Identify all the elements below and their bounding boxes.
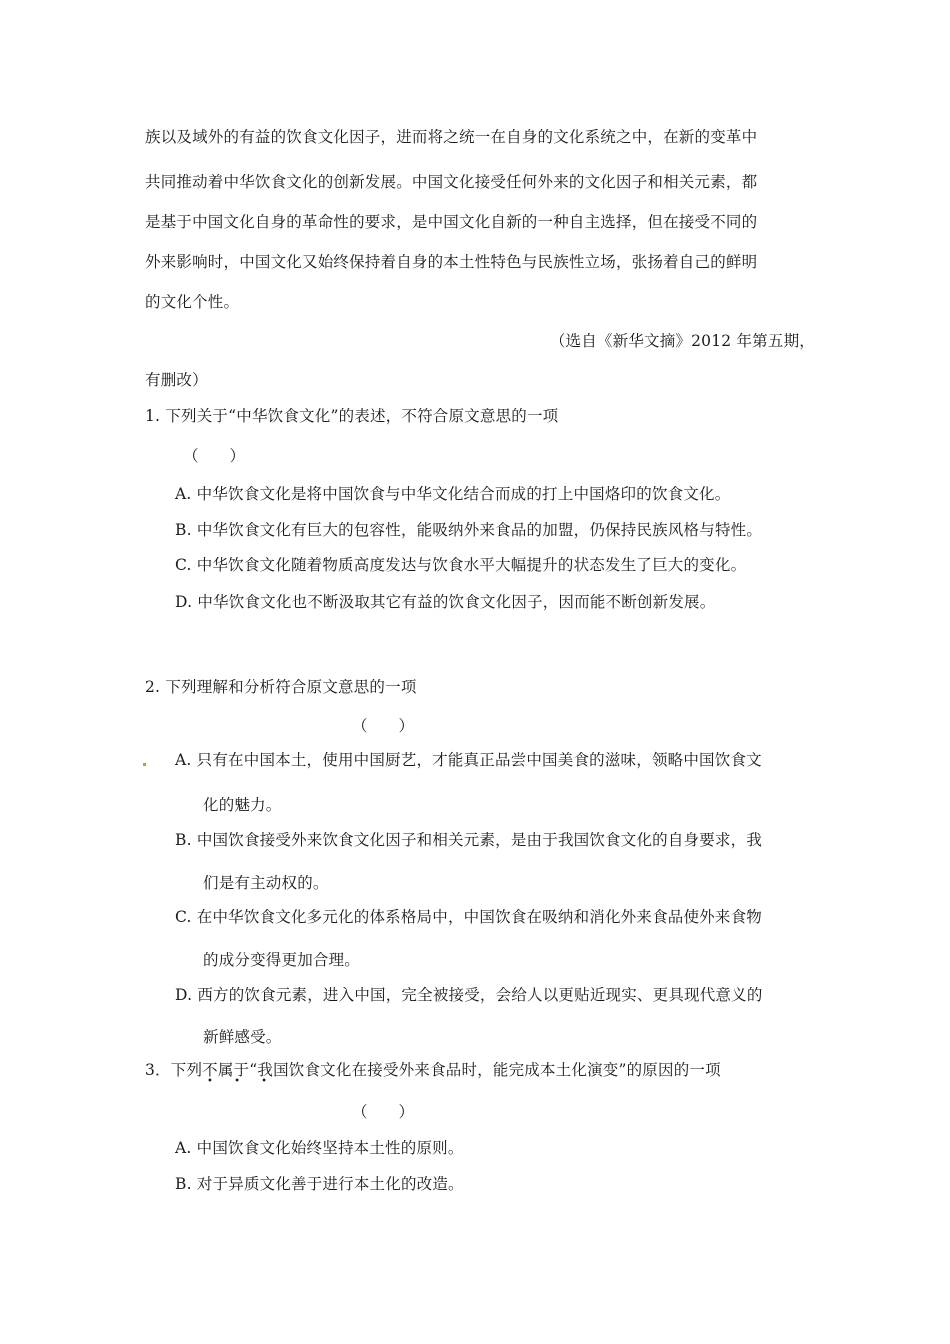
question-1-option-a: A. 中华饮食文化是将中国饮食与中华文化结合而成的打上中国烙印的饮食文化。 [175,485,731,503]
question-1-option-c: C. 中华饮食文化随着物质高度发达与饮食水平大幅提升的状态发生了巨大的变化。 [175,556,747,574]
passage-line: 是基于中国文化自身的革命性的要求，是中国文化自新的一种自主选择，但在接受不同的 [145,213,758,231]
question-1-blank: （ ） [183,447,246,465]
emphasis-dots: • • • [207,1076,277,1087]
passage-source-cont: 有删改） [145,371,208,389]
question-2-option-d-cont: 新鲜感受。 [203,1028,282,1046]
passage-line: 共同推动着中华饮食文化的创新发展。中国文化接受任何外来的文化因子和相关元素，都 [145,173,758,191]
question-2-option-d: D. 西方的饮食元素，进入中国，完全被接受，会给人以更贴近现实、更具现代意义的 [175,986,763,1004]
passage-line: 外来影响时，中国文化又始终保持着自身的本土性特色与民族性立场，张扬着自己的鲜明 [145,253,758,271]
margin-marker [143,763,146,766]
question-1-option-b: B. 中华饮食文化有巨大的包容性，能吸纳外来食品的加盟，仍保持民族风格与特性。 [175,521,763,539]
question-3-option-a: A. 中国饮食文化始终坚持本土性的原则。 [175,1139,464,1157]
question-1-option-d: D. 中华饮食文化也不断汲取其它有益的饮食文化因子，因而能不断创新发展。 [175,593,716,611]
question-2-option-c-cont: 的成分变得更加合理。 [203,951,361,969]
question-3-stem: 3．下列不属于“我国饮食文化在接受外来食品时，能完成本土化演变”的原因的一项 [145,1061,721,1079]
passage-line: 族以及域外的有益的饮食文化因子，进而将之统一在自身的文化系统之中，在新的变革中 [145,128,758,146]
passage-line: 的文化个性。 [145,293,240,311]
question-2-option-c: C. 在中华饮食文化多元化的体系格局中，中国饮食在吸纳和消化外来食品使外来食物 [175,908,762,926]
question-2-option-a: A. 只有在中国本土，使用中国厨艺，才能真正品尝中国美食的滋味，领略中国饮食文 [175,751,762,769]
question-1-stem: 1. 下列关于“中华饮食文化”的表述，不符合原文意思的一项 [145,407,559,425]
question-2-option-b-cont: 们是有主动权的。 [203,874,329,892]
question-2-option-b: B. 中国饮食接受外来饮食文化因子和相关元素，是由于我国饮食文化的自身要求，我 [175,831,763,849]
question-2-blank: （ ） [352,717,415,735]
passage-source: （选自《新华文摘》2012 年第五期， [549,332,815,350]
question-3-blank: （ ） [352,1103,415,1121]
question-2-stem: 2. 下列理解和分析符合原文意思的一项 [145,678,417,696]
question-3-option-b: B. 对于异质文化善于进行本土化的改造。 [175,1175,464,1193]
question-2-option-a-cont: 化的魅力。 [203,796,282,814]
